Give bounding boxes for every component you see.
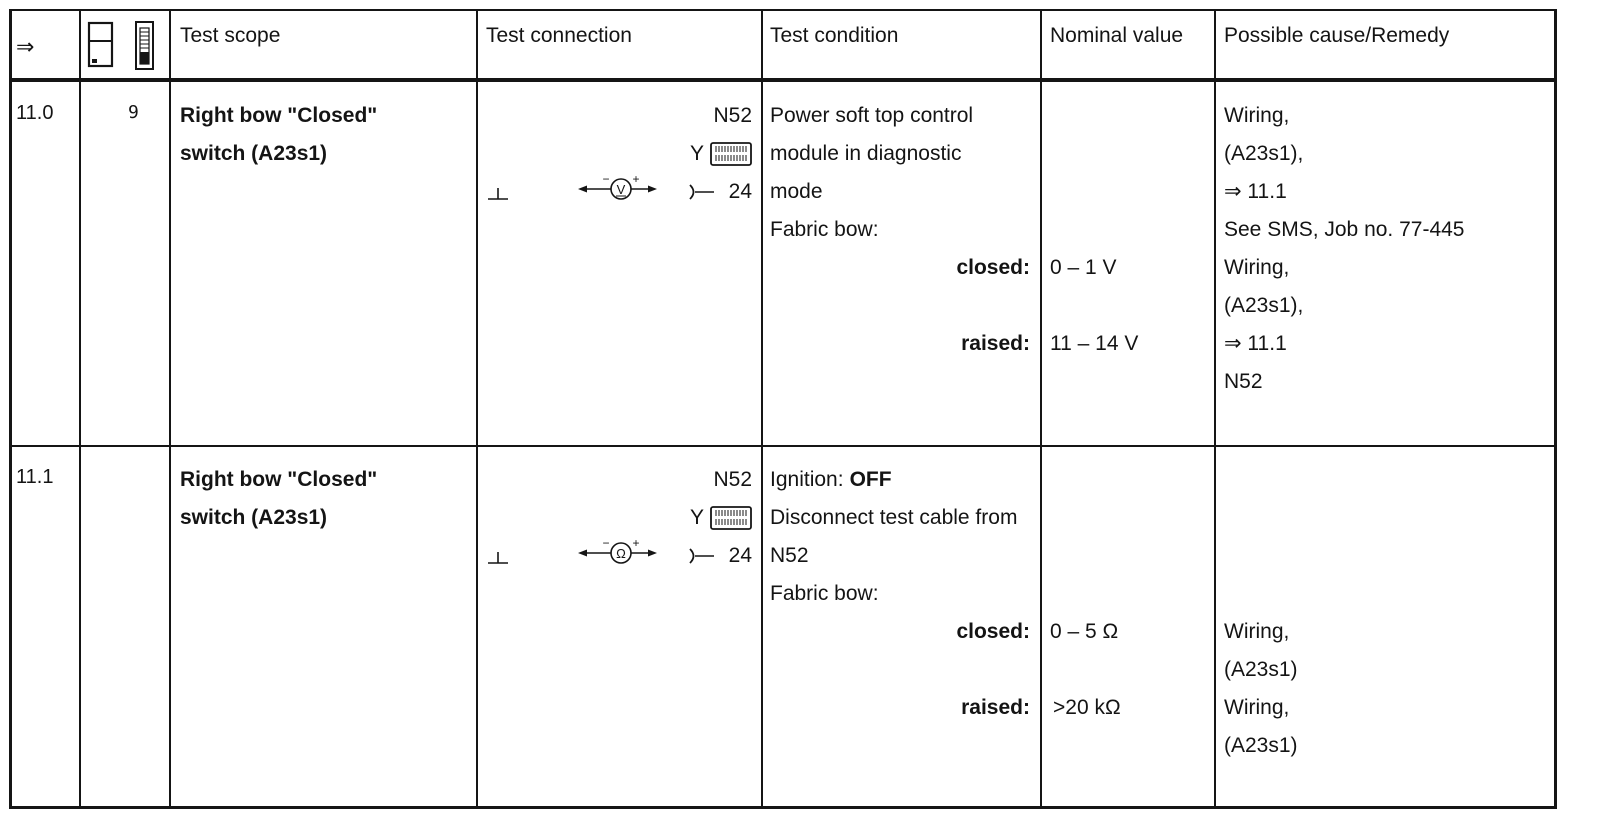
ground-icon <box>487 547 509 565</box>
multi-pin-connector-icon <box>710 506 752 530</box>
column-divider <box>1040 9 1042 809</box>
remedy <box>1224 613 1298 765</box>
condition-line: Power soft top control <box>770 104 974 127</box>
nominal-value-raised: >20 kΩ <box>1053 696 1121 719</box>
meter-plus: + <box>632 538 640 550</box>
test-scope <box>180 97 377 173</box>
table-border-top <box>9 9 1557 11</box>
meter-minus: − <box>602 538 610 550</box>
measurement-line <box>478 173 752 211</box>
header-remedy: Possible cause/Remedy <box>1224 24 1450 47</box>
remedy-line: Wiring, <box>1224 620 1290 643</box>
connector-line <box>478 135 752 173</box>
nominal-value-raised: 11 – 14 V <box>1050 332 1139 355</box>
table-border-right <box>1554 9 1557 809</box>
remedy-line: ⇒ 11.1 <box>1224 332 1287 355</box>
test-condition <box>770 461 1030 727</box>
test-condition <box>770 97 1030 363</box>
row-divider <box>9 445 1557 447</box>
test-scope-line: Right bow "Closed" <box>180 104 378 127</box>
meter-minus: − <box>602 174 610 186</box>
socket-pin-icon <box>686 546 716 566</box>
test-scope <box>180 461 377 537</box>
header-arrow: ⇒ <box>16 35 35 60</box>
condition-line: mode <box>770 180 823 203</box>
remedy-line: (A23s1), <box>1224 142 1304 165</box>
meter-symbol: Ω <box>616 546 626 561</box>
connector-icon <box>134 20 156 72</box>
ohmmeter-icon <box>576 538 660 568</box>
condition-emphasis: OFF <box>849 468 892 491</box>
remedy-line: (A23s1), <box>1224 294 1304 317</box>
column-divider <box>761 9 763 809</box>
spacer <box>770 287 1030 325</box>
header-test-condition: Test condition <box>770 24 899 47</box>
column-divider <box>169 9 171 809</box>
remedy-line: See SMS, Job no. 77-445 <box>1224 218 1465 241</box>
multi-pin-connector-icon <box>710 142 752 166</box>
meter-plus: + <box>632 174 640 186</box>
module-label: N52 <box>713 468 752 491</box>
condition-line: N52 <box>770 544 809 567</box>
table-border-bottom <box>9 806 1557 809</box>
remedy-line: Wiring, <box>1224 696 1290 719</box>
header-test-connection: Test connection <box>486 24 632 47</box>
condition-line <box>770 461 1030 499</box>
meter-symbol: V <box>616 182 626 197</box>
remedy-line: (A23s1) <box>1224 658 1298 681</box>
state-label-raised: raised: <box>961 332 1030 355</box>
remedy-line: Wiring, <box>1224 256 1290 279</box>
step-number: 11.0 <box>16 102 54 124</box>
remedy-line: N52 <box>1224 370 1263 393</box>
column-divider <box>1214 9 1216 809</box>
test-scope-line: switch (A23s1) <box>180 142 328 165</box>
header-nominal-value: Nominal value <box>1050 24 1184 47</box>
test-scope-line: switch (A23s1) <box>180 506 328 529</box>
nominal-value-closed: 0 – 1 V <box>1050 256 1117 279</box>
voltmeter-icon <box>576 174 660 204</box>
header-divider <box>9 78 1557 82</box>
socket-pin-icon <box>686 182 716 202</box>
remedy-line: ⇒ 11.1 <box>1224 180 1287 203</box>
header-test-scope: Test scope <box>180 24 281 47</box>
connector-label: Y <box>689 142 704 165</box>
spacer <box>770 651 1030 689</box>
step-number: 11.1 <box>16 466 54 488</box>
condition-line: Fabric bow: <box>770 218 879 241</box>
pin-number: 24 <box>728 544 752 567</box>
pin-number: 24 <box>728 180 752 203</box>
remedy-line: Wiring, <box>1224 104 1290 127</box>
state-label-closed: closed: <box>956 256 1030 279</box>
column-divider <box>79 9 81 809</box>
condition-line: Disconnect test cable from <box>770 506 1018 529</box>
condition-line: module in diagnostic <box>770 142 962 165</box>
remedy <box>1224 97 1465 401</box>
condition-line: Fabric bow: <box>770 582 879 605</box>
display-icon <box>86 20 116 70</box>
state-label-closed: closed: <box>956 620 1030 643</box>
connector-label: Y <box>689 506 704 529</box>
condition-text: Ignition: <box>770 468 844 491</box>
display-digit: 9 <box>128 102 139 123</box>
table-border-left <box>9 9 12 809</box>
nominal-value-closed: 0 – 5 Ω <box>1050 620 1119 643</box>
connector-line <box>478 499 752 537</box>
measurement-line <box>478 537 752 575</box>
module-label: N52 <box>713 104 752 127</box>
ground-icon <box>487 183 509 201</box>
test-connection <box>478 97 752 211</box>
test-connection <box>478 461 752 575</box>
remedy-line: (A23s1) <box>1224 734 1298 757</box>
state-label-raised: raised: <box>961 696 1030 719</box>
test-scope-line: Right bow "Closed" <box>180 468 378 491</box>
